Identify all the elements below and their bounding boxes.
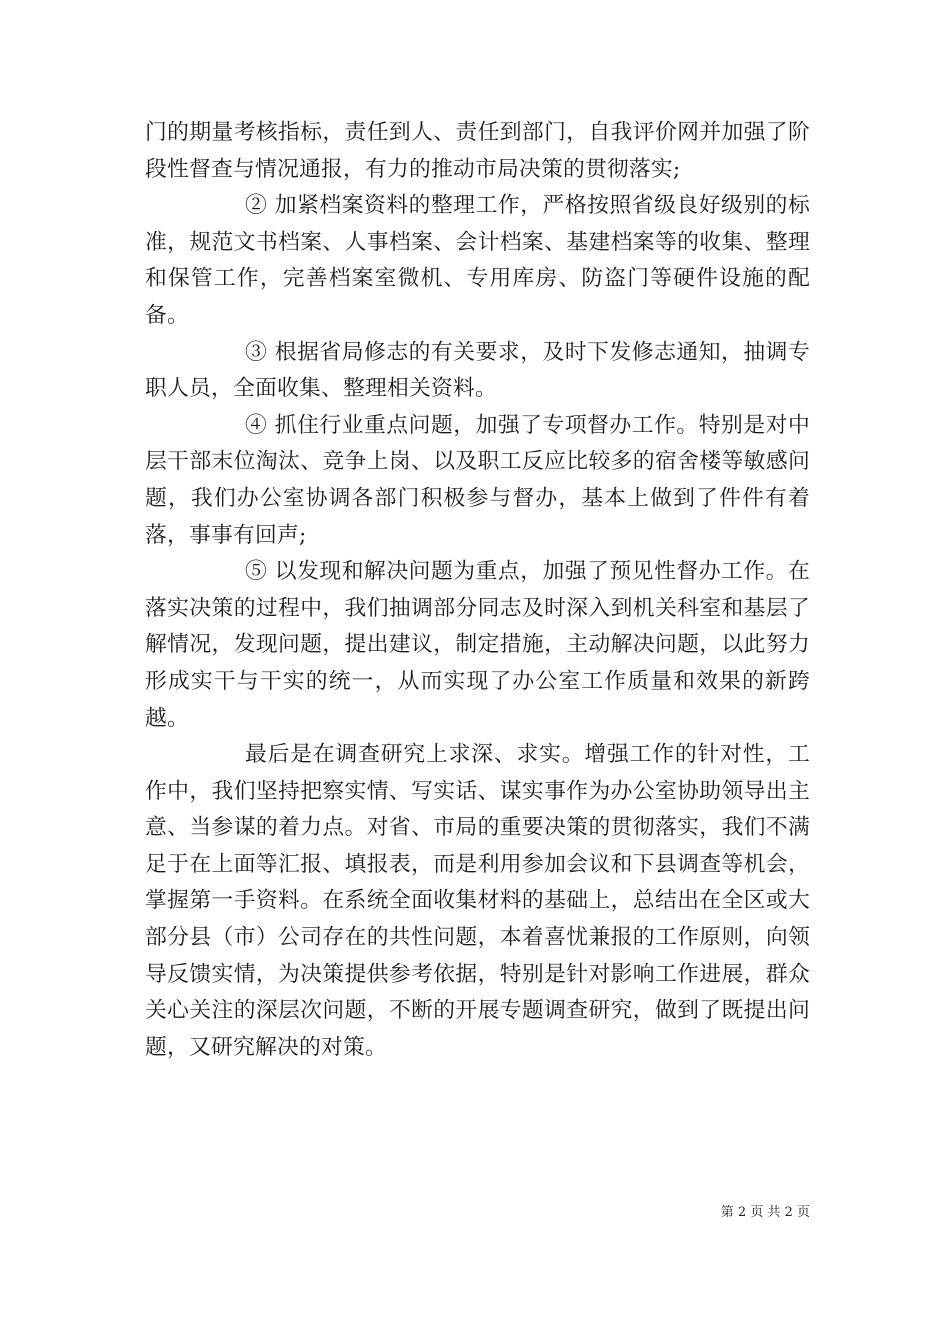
paragraph-continuation: 门的期量考核指标，责任到人、责任到部门，自我评价网并加强了阶段性督查与情况通报，有力的推动市局决策的贯彻落实; <box>145 120 810 182</box>
paragraph-item-5-foresight: ⑤ 以发现和解决问题为重点，加强了预见性督办工作。在落实决策的过程中，我们抽调部分同志及时深入到机关科室和基层了解情况，发现问题，提出建议，制定措施，主动解决问题，以此努力形成实干与干实的统一，从而实现了办公室工作质量和效果的新跨越。 <box>145 559 810 731</box>
paragraph-item-2-archives: ② 加紧档案资料的整理工作，严格按照省级良好级别的标准，规范文书档案、人事档案、会计档案、基建档案等的收集、整理和保管工作，完善档案室微机、专用库房、防盗门等硬件设施的配备。 <box>145 193 810 328</box>
paragraph-item-3-chronicle: ③ 根据省局修志的有关要求，及时下发修志通知，抽调专职人员，全面收集、整理相关资料。 <box>145 339 810 402</box>
paragraph-item-4-supervision: ④ 抓住行业重点问题，加强了专项督办工作。特别是对中层干部末位淘汰、竞争上岗、以及职工反应比较多的宿舍楼等敏感问题，我们办公室协调各部门积极参与督办，基本上做到了件件有着落，事事有回声; <box>145 412 810 548</box>
paragraph-research: 最后是在调查研究上求深、求实。增强工作的针对性，工作中，我们坚持把察实情、写实话、谋实事作为办公室协助领导出主意、当参谋的着力点。对省、市局的重要决策的贯彻落实，我们不满足于在上面等汇报、填报表，而是利用参加会议和下县调查等机会，掌握第一手资料。在系统全面收集材料的基础上，总结出在全区或大部分县（市）公司存在的共性问题，本着喜忧兼报的工作原则，向领导反馈实情，为决策提供参考依据，特别是针对影响工作进展，群众关心关注的深层次问题，不断的开展专题调查研究，做到了既提出问题，又研究解决的对策。 <box>145 742 810 1060</box>
page-number-footer: 第 2 页 共 2 页 <box>720 1205 810 1220</box>
document-body <box>145 115 810 1066</box>
